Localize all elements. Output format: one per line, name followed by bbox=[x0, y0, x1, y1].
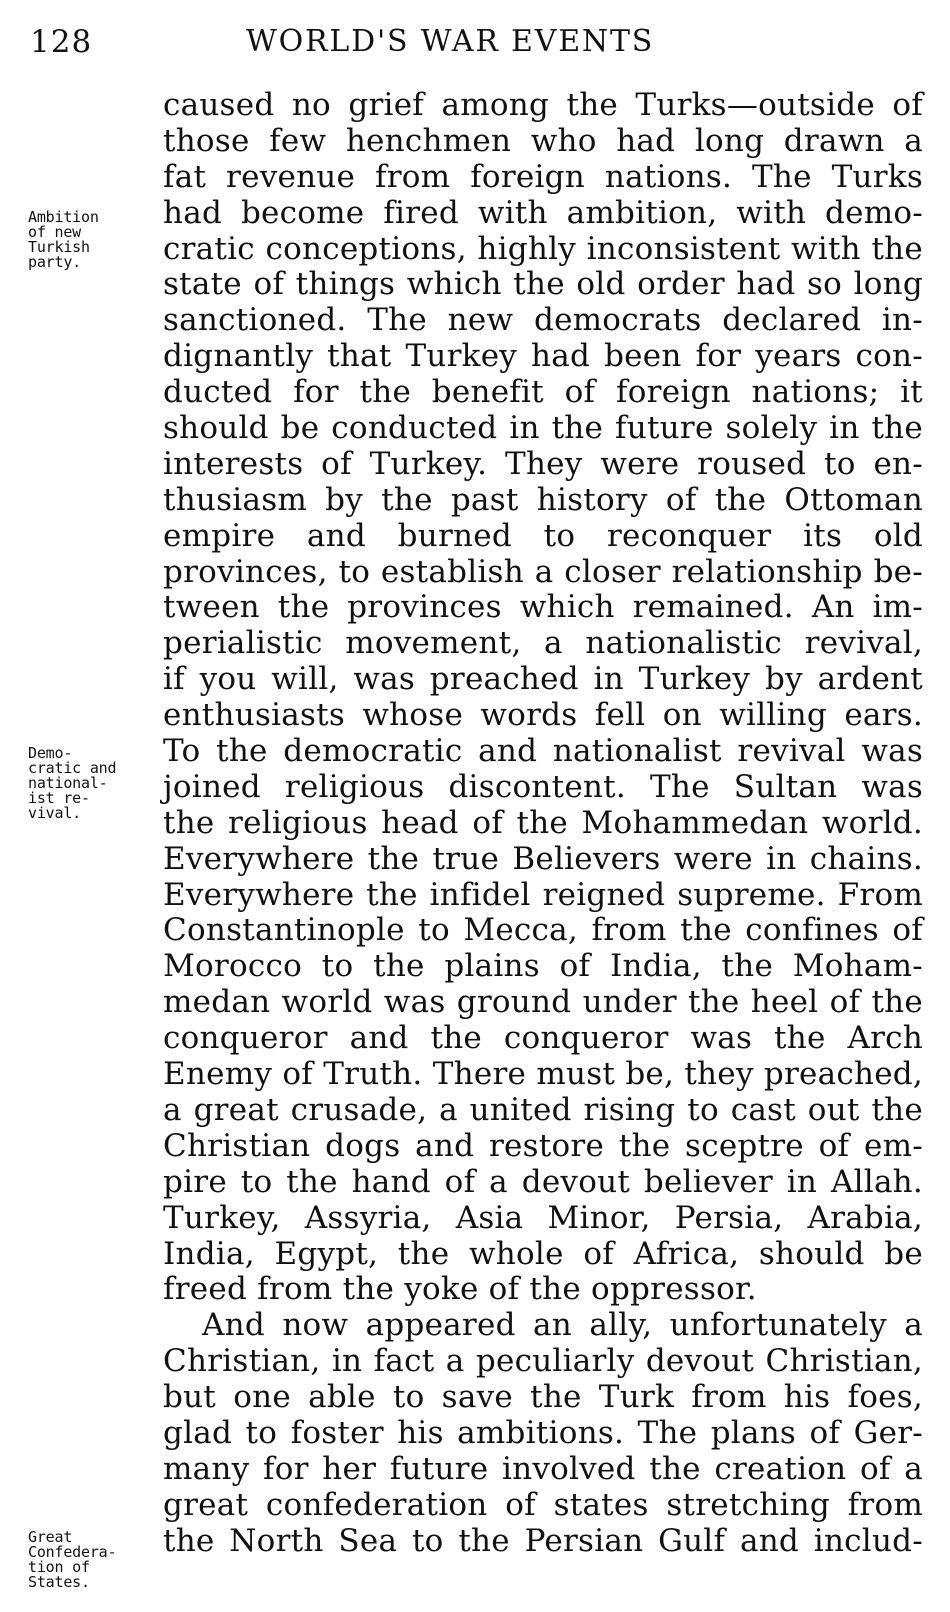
text-line: perialistic movement, a nationalistic revival, bbox=[163, 625, 923, 662]
text-line: glad to foster his ambitions. The plans of Ger- bbox=[163, 1414, 923, 1451]
margin-note-line: Great bbox=[28, 1528, 73, 1546]
text-line: medan world was ground under the heel of the bbox=[163, 984, 923, 1021]
text-line: Christian dogs and restore the sceptre of em- bbox=[163, 1127, 923, 1164]
margin-note-line: cratic and bbox=[28, 759, 117, 777]
text-line: Everywhere the infidel reigned supreme. From bbox=[163, 876, 923, 913]
margin-note-line: Confedera- bbox=[28, 1543, 117, 1561]
text-line: pire to the hand of a devout believer in Allah. bbox=[163, 1163, 923, 1200]
text-line: To the democratic and nationalist revival was bbox=[163, 733, 923, 770]
margin-note-line: States. bbox=[28, 1573, 90, 1591]
margin-note-line: Turkish bbox=[28, 238, 90, 256]
text-line: joined religious discontent. The Sultan was bbox=[163, 768, 923, 805]
text-line: ducted for the benefit of foreign nations; it bbox=[163, 374, 923, 411]
margin-note-line: national- bbox=[28, 774, 108, 792]
text-line: Everywhere the true Believers were in chains. bbox=[163, 840, 923, 877]
text-line: those few henchmen who had long drawn a bbox=[163, 122, 923, 159]
text-line: cratic conceptions, highly inconsistent with the bbox=[163, 230, 923, 267]
text-line: should be conducted in the future solely in the bbox=[163, 410, 923, 447]
text-line: if you will, was preached in Turkey by ardent bbox=[163, 661, 923, 698]
text-line: had become fired with ambition, with demo- bbox=[163, 194, 923, 231]
text-line: fat revenue from foreign nations. The Turks bbox=[163, 158, 923, 195]
text-line: a great crusade, a united rising to cast out the bbox=[163, 1091, 923, 1128]
page-header bbox=[20, 18, 920, 68]
margin-note-line: of new bbox=[28, 223, 81, 241]
margin-note-line: Demo- bbox=[28, 744, 73, 762]
margin-note-line: Ambition bbox=[28, 208, 99, 226]
text-line: great confederation of states stretching from bbox=[163, 1486, 923, 1523]
margin-note-revival bbox=[28, 746, 156, 821]
text-line: sanctioned. The new democrats declared in- bbox=[163, 302, 923, 339]
margin-note-ambition bbox=[28, 210, 156, 270]
text-line-paragraph-end: freed from the yoke of the oppressor. bbox=[163, 1271, 757, 1308]
text-line: interests of Turkey. They were roused to en- bbox=[163, 445, 923, 482]
text-line: Enemy of Truth. There must be, they preached, bbox=[163, 1056, 923, 1093]
body-text bbox=[163, 88, 923, 1560]
text-line: Christian, in fact a peculiarly devout Christian, bbox=[163, 1343, 923, 1380]
text-line: empire and burned to reconquer its old bbox=[163, 517, 923, 554]
text-line: India, Egypt, the whole of Africa, should be bbox=[163, 1235, 923, 1272]
margin-note-confederation bbox=[28, 1530, 156, 1590]
text-line: Turkey, Assyria, Asia Minor, Persia, Arabia, bbox=[163, 1199, 923, 1236]
text-line: dignantly that Turkey had been for years con- bbox=[163, 338, 923, 375]
margin-note-line: ist re- bbox=[28, 789, 90, 807]
margin-note-line: vival. bbox=[28, 804, 81, 822]
margin-note-line: party. bbox=[28, 253, 81, 271]
text-line: tween the provinces which remained. An im- bbox=[163, 589, 923, 626]
text-line: Morocco to the plains of India, the Moham- bbox=[163, 948, 923, 985]
text-line: but one able to save the Turk from his foes, bbox=[163, 1379, 923, 1416]
text-line-paragraph-start: And now appeared an ally, unfortunately a bbox=[202, 1307, 923, 1344]
text-line: conqueror and the conqueror was the Arch bbox=[163, 1020, 923, 1057]
text-line: provinces, to establish a closer relationship be- bbox=[163, 553, 923, 590]
text-line: caused no grief among the Turks—outside of bbox=[163, 87, 923, 123]
text-line: many for her future involved the creation of a bbox=[163, 1450, 923, 1487]
page-number: 128 bbox=[30, 24, 93, 60]
margin-note-line: tion of bbox=[28, 1558, 90, 1576]
text-line: state of things which the old order had so long bbox=[163, 266, 923, 303]
text-line: Constantinople to Mecca, from the confines of bbox=[163, 912, 923, 949]
text-line: the North Sea to the Persian Gulf and includ- bbox=[163, 1522, 923, 1559]
text-line: enthusiasts whose words fell on willing ears. bbox=[163, 697, 923, 734]
text-line: the religious head of the Mohammedan world. bbox=[163, 804, 923, 841]
text-line: thusiasm by the past history of the Ottoman bbox=[163, 481, 923, 518]
running-title: WORLD'S WAR EVENTS bbox=[246, 24, 655, 59]
